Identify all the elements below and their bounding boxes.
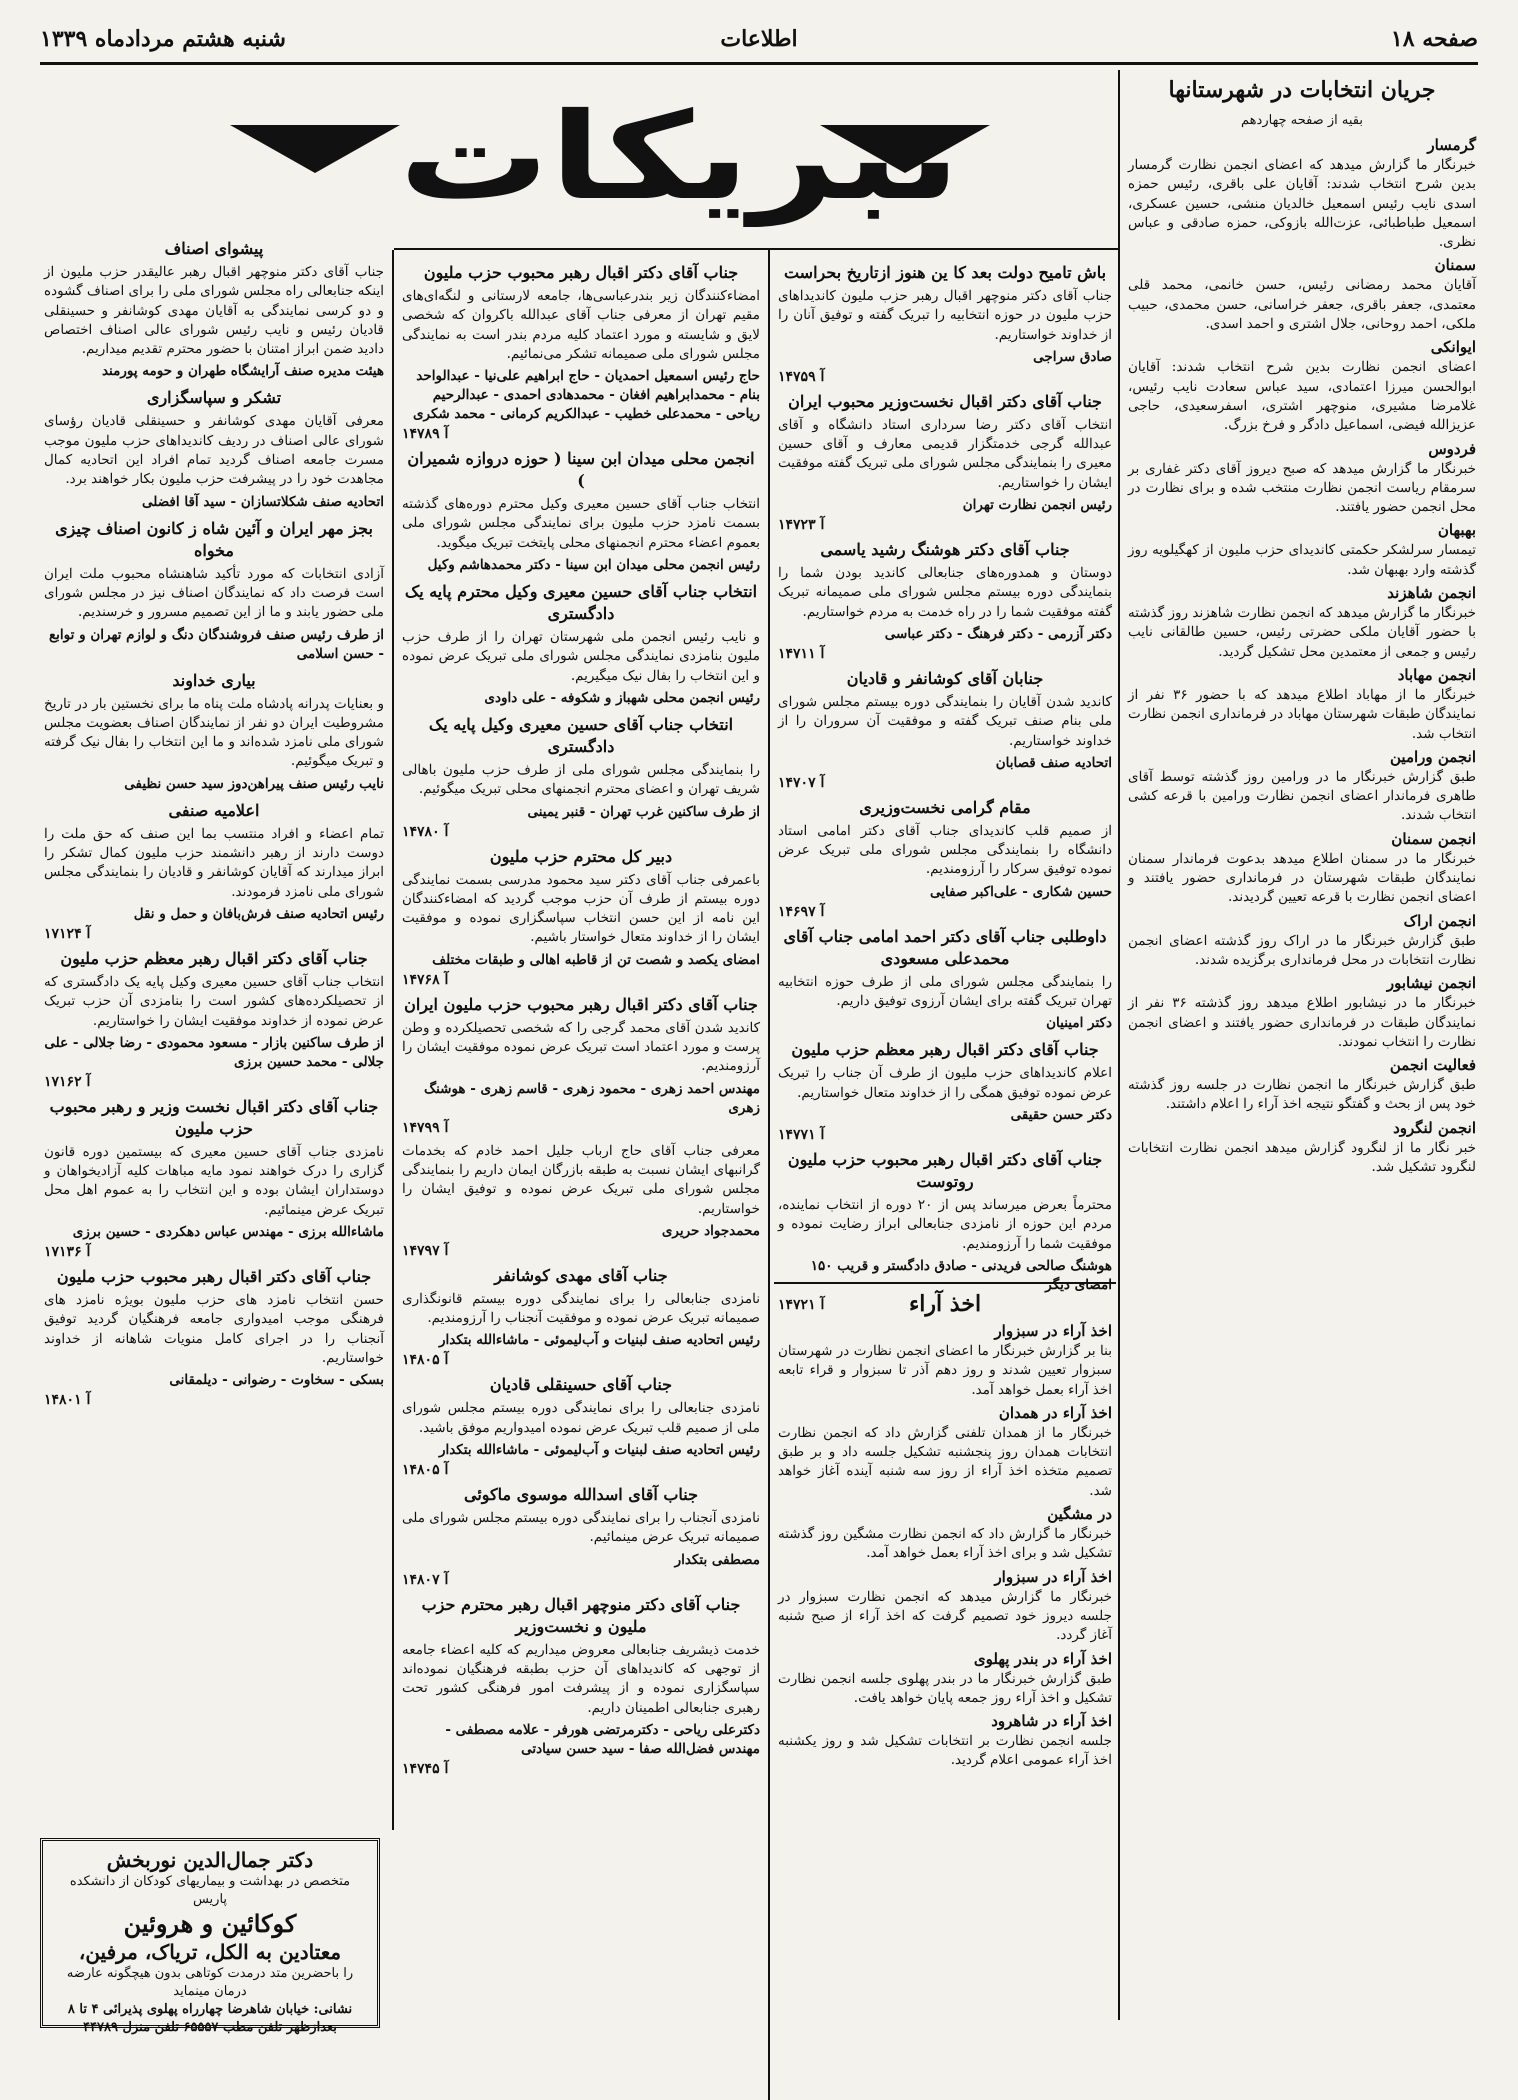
item-signature: رئیس انجمن نظارت تهران xyxy=(962,497,1112,514)
item-body: معرفی جناب آقای حاج ارباب جلیل احمد خادم که بخدمات گرانبهای ایشان نسبت به طبقه بازرگان ایمان داریم را بنمایندگی مجلس شورای ملی تبریک عرض نموده و توفیق ایشان را خواستاریم. xyxy=(402,1142,760,1217)
item-code: آ ۱۷۱۲۴ xyxy=(44,925,91,942)
congrats-column-3 xyxy=(398,256,764,2036)
item-heading: باش تامیح دولت بعد کا ین هنوز ازتاریخ بحراست xyxy=(783,263,1107,282)
item-code: آ ۱۴۷۲۳ xyxy=(778,517,825,534)
item-body: خبرنگار ما از همدان تلفنی گزارش داد که انجمن نظارت انتخابات همدان روز پنجشنبه تشکیل جلسه داد و بر طبق تصمیم متخذه اخذ آراء از روز سه شنبه آینده آغاز خواهد شد. xyxy=(778,1424,1112,1499)
congrats-notice xyxy=(44,800,384,942)
vote-section xyxy=(778,1404,1112,1501)
item-body: خبرنگار ما در نیشابور اطلاع میدهد روز گذشته ۳۶ نفر از نمایندگان طبقات در فرمانداری حضور یافتند و اعضای انجمن نظارت را انتخاب نمودند. xyxy=(1128,995,1476,1050)
item-heading: جناب آقای دکتر اقبال رهبر محبوب حزب ملیون xyxy=(423,263,739,282)
item-signature: رئیس اتحادیه صنف لبنیات و آب‌لیموئی - ماشاءالله بتکدار xyxy=(438,1442,760,1459)
item-heading: اخذ آراء در سبزوار xyxy=(994,1567,1112,1586)
ad-headline: کوکائین و هروئین xyxy=(123,1909,297,1938)
item-body: آقایان محمد رمضانی رئیس، حسن خانمی، محمد قلی معتمدی، جعفر باقری، جعفر خراسانی، حسن محمدی، حبیب ملکی، احمد روحانی، جلال اشتری و احمد اسدی. xyxy=(1128,277,1476,333)
item-body: جناب آقای دکتر منوچهر اقبال رهبر حزب ملیون کاندیداهای حزب ملیون در حوزه انتخابیه را تبریک گفته و توفیق آنان را از خداوند خواستاریم. xyxy=(778,288,1112,343)
news-section xyxy=(1128,256,1476,334)
news-section xyxy=(1128,521,1476,580)
item-body: خبرنگار ما گزارش داد که انجمن نظارت مشگین روز گذشته تشکیل شد و برای اخذ آراء بعمل خواهد آمد. xyxy=(778,1526,1112,1562)
item-signature: از طرف رئیس صنف فروشندگان دنگ و لوازم تهران و توابع - حسن اسلامی xyxy=(48,626,384,662)
item-body: طبق گزارش خبرنگار ما انجمن نظارت در جلسه روز گذشته خود پس از بحث و گفتگو نتیجه اخذ آراء را اعلام داشتند. xyxy=(1128,1077,1476,1113)
votes-box xyxy=(774,1282,1116,2042)
item-heading: انتخاب جناب آقای حسین معیری وکیل پایه یک دادگستری xyxy=(428,714,734,756)
item-heading: جناب آقای دکتر اقبال رهبر محبوب حزب ملیون روتوست xyxy=(787,1149,1103,1191)
item-body: طبق گزارش خبرنگار ما در اراک روز گذشته اعضای انجمن نظارت انتخابات در محل فرمانداری برگزیده شدند. xyxy=(1128,932,1476,968)
item-body: بنا بر گزارش خبرنگار ما اعضای انجمن نظارت در شهرستان سبزوار تعیین شدند و روز دهم آذر تا سبزوار و قراء تابعه اخذ آراء بعمل خواهد آمد. xyxy=(778,1343,1112,1398)
vote-section xyxy=(778,1712,1112,1771)
congrats-notice xyxy=(778,668,1112,791)
item-code: آ ۱۴۷۰۷ xyxy=(778,774,825,791)
column-rule xyxy=(392,250,394,1830)
item-heading: جناب آقای دکتر اقبال نخست وزیر و رهبر محبوب حزب ملیون xyxy=(49,1096,379,1138)
item-signature: از طرف ساکنین غرب تهران - قنبر یمینی xyxy=(527,803,760,820)
item-heading: فعالیت انجمن xyxy=(1389,1056,1476,1075)
item-code: آ ۱۴۷۱۱ xyxy=(778,645,825,662)
item-signature: دکترعلی ریاحی - دکترمرتضی هورفر - علامه مصطفی - مهندس فضل‌الله صفا - سید حسن سیادتی xyxy=(445,1721,760,1757)
congrats-notice xyxy=(44,518,384,664)
item-signature: نایب رئیس صنف پیراهن‌دوز سید حسن نظیفی xyxy=(124,775,384,792)
item-code: آ ۱۴۶۹۷ xyxy=(778,903,825,920)
item-heading: سمنان xyxy=(1434,256,1476,275)
item-code: آ ۱۴۷۷۱ xyxy=(778,1126,825,1143)
news-section xyxy=(1128,440,1476,518)
congrats-notice xyxy=(778,797,1112,920)
item-code: آ ۱۴۸۰۵ xyxy=(402,1462,449,1479)
item-code: آ ۱۴۷۸۹ xyxy=(402,426,449,443)
item-body: اعلام کاندیداهای حزب ملیون از طرف آن جناب را تبریک عرض نموده توفیق همگی را از خداوند متعال خواستاریم. xyxy=(778,1065,1112,1101)
congrats-notice xyxy=(402,714,760,840)
item-body: امضاء‌کنندگان زیر بندرعباسی‌ها، جامعه لارستانی و لنگه‌ای‌های مقیم تهران از معرفی جناب آقای عبدالله باکروان که شخصی لایق و شایسته و مورد اعتماد کلیه مردم بندر است به نمایندگی مجلس شورای ملی صمیمانه تشکر می‌نمائیم. xyxy=(402,288,760,362)
item-heading: اعلامیه صنفی xyxy=(168,800,260,820)
item-body: انتخاب جناب آقای حسین معیری وکیل پایه یک دادگستری که از تحصیلکرده‌های کشور است را بنامزدی آن حزب تبریک عرض نموده از خداوند موفقیت ایشان را خواستاریم. xyxy=(44,973,384,1029)
item-body: تیمسار سرلشکر حکمتی کاندیدای حزب ملیون از کهگیلویه روز گذشته وارد بهبهان شد. xyxy=(1128,542,1476,578)
item-signature: اتحادیه صنف شکلاتسازان - سید آقا افضلی xyxy=(142,493,384,510)
item-body: طبق گزارش خبرنگار ما در ورامین روز گذشته توسط آقای طاهری فرماندار اعضای انجمن نظارت ورامین با قرعه کشی انتخاب شدند. xyxy=(1128,768,1476,824)
item-heading: جناب آقای دکتر اقبال رهبر محبوب حزب ملیون ایران xyxy=(404,994,758,1014)
item-body: خبرنگار ما گزارش میدهد که اعضای انجمن نظارت گرمسار بدین شرح انتخاب شدند: آقایان علی باقری، رئیس حمزه اسدی نایب رئیس اسمعیل خالدیان منشی، حسین عسکری، اسمعیل طباطبائی، عزت‌الله بازوکی، حمزه صادقی و عباس نظری. xyxy=(1128,157,1476,251)
ad-line: را باحضرین متد درمدت کوتاهی بدون هیچگونه عارضه درمان مینماید xyxy=(66,1966,354,1999)
item-heading: بهبهان xyxy=(1437,521,1476,540)
vote-section xyxy=(778,1568,1112,1646)
item-code: آ ۱۴۷۸۰ xyxy=(402,823,449,840)
item-body: را بنمایندگی مجلس شورای ملی از طرف حوزه انتخابیه تهران تبریک گفته برای ایشان آرزوی توفیق داریم. xyxy=(778,973,1112,1010)
item-heading: انجمن سمنان xyxy=(1391,829,1476,848)
item-signature: بسکی - سخاوت - رضوانی - دیلمقانی xyxy=(169,1372,384,1389)
item-body: طبق گزارش خبرنگار ما در بندر پهلوی جلسه انجمن نظارت تشکیل و اخذ آراء روز جمعه پایان خواهد یافت. xyxy=(778,1670,1112,1706)
item-heading: جناب آقای دکتر هوشنگ رشید یاسمی xyxy=(820,540,1070,560)
item-signature: دکتر امینیان xyxy=(1046,1015,1112,1032)
item-body: دوستان و همدوره‌های جنابعالی کاندید بودن شما را بنمایندگی دوره بیستم مجلس شورای ملی صمیمانه تبریک گفته موفقیت شما را در راه خدمت به مردم خواستاریم. xyxy=(778,565,1112,620)
congrats-notice xyxy=(778,391,1112,533)
item-heading: انجمن مهاباد xyxy=(1397,665,1476,684)
item-heading: بجز مهر ایران و آئین شاه ز کانون اصناف چیزی مخواه xyxy=(55,518,373,560)
item-heading: جنابان آقای کوشانفر و قادیان xyxy=(846,668,1044,688)
congrats-column-4 xyxy=(40,232,388,1828)
congrats-notice xyxy=(402,994,760,1136)
item-heading: بیاری خداوند xyxy=(172,670,256,690)
masthead-rule xyxy=(394,248,1118,250)
item-code: آ ۱۴۸۰۷ xyxy=(402,1571,449,1588)
news-section xyxy=(1128,748,1476,826)
item-heading: انجمن ورامین xyxy=(1390,747,1476,766)
item-signature: حاج رئیس اسمعیل احمدیان - حاج ابراهیم علی‌نیا - عبدالواحد بنام - محمدابراهیم افغان - محمدهادی احمدی - عبدالرحیم ریاحی - محمدعلی خطیب - عبدالکریم کرمانی - محمد شکری xyxy=(412,368,760,423)
item-signature: هوشنگ صالحی فریدنی - صادق دادگستر و قریب ۱۵۰ امضای دیگر xyxy=(810,1257,1112,1293)
item-code: آ ۱۷۱۶۲ xyxy=(44,1073,91,1090)
page-header xyxy=(40,18,1478,65)
article-title: جریان انتخابات در شهرستانها xyxy=(1168,77,1436,103)
item-heading: جناب آقای دکتر اقبال رهبر معظم حزب ملیون xyxy=(60,948,368,968)
item-heading: مقام گرامی نخست‌وزیری xyxy=(859,797,1031,817)
item-signature: رئیس اتحادیه صنف لبنیات و آب‌لیموئی - ماشاءالله بتکدار xyxy=(438,1332,760,1349)
item-heading: جناب آقای دکتر منوچهر اقبال رهبر محترم حزب ملیون و نخست‌وزیر xyxy=(421,1594,741,1636)
item-code: آ ۱۴۷۹۷ xyxy=(402,1242,449,1259)
item-heading: انتخاب جناب آقای حسین معیری وکیل محترم پایه یک دادگستری xyxy=(404,582,758,624)
item-signature: رئیس اتحادیه صنف فرش‌بافان و حمل و نقل xyxy=(133,905,384,922)
masthead-title: تبریکات xyxy=(399,88,961,227)
vote-section xyxy=(778,1650,1112,1709)
item-body: خبر نگار ما از لنگرود گزارش میدهد انجمن نظارت انتخابات لنگرود تشکیل شد. xyxy=(1128,1139,1476,1175)
item-heading: جناب آقای دکتر اقبال رهبر محبوب حزب ملیون xyxy=(56,1267,372,1287)
item-code: آ ۱۴۷۴۵ xyxy=(402,1760,449,1777)
vote-section xyxy=(778,1505,1112,1564)
ad-doctor-name: دکتر جمال‌الدین نوربخش xyxy=(106,1848,314,1872)
item-body: حسن انتخاب نامزد های حزب ملیون بویژه نامزد های فرهنگی موجب امیدواری جامعه فرهنگیان گردید توفیق آنجناب را در اجرای کامل منویات شاهانه از خداوند خواستاریم. xyxy=(44,1292,384,1366)
item-heading: اخذ آراء در سبزوار xyxy=(994,1322,1112,1340)
congrats-notice xyxy=(402,262,760,442)
publication-name: اطلاعات xyxy=(720,26,798,52)
column-rule xyxy=(768,250,770,2100)
ad-specialty: متخصص در بهداشت و بیماریهای کودکان از دانشکده پاریس xyxy=(69,1874,351,1907)
item-signature: صادق سراجی xyxy=(1033,348,1112,365)
item-body: جلسه انجمن نظارت بر انتخابات تشکیل شد و روز یکشنبه اخذ آراء عمومی اعلام گردید. xyxy=(778,1733,1112,1769)
congrats-notice xyxy=(402,846,760,988)
vote-section xyxy=(778,1322,1112,1400)
masthead xyxy=(400,78,960,238)
item-signature: حسین شکاری - علی‌اکبر صفایی xyxy=(930,883,1112,900)
item-body: خبرنگار ما گزارش میدهد که انجمن نظارت سبزوار در جلسه دیروز خود تصمیم گرفت که اخذ آراء از صبح شنبه آغاز گردد. xyxy=(778,1588,1112,1644)
item-body: و نایب رئیس انجمن ملی شهرستان تهران را از طرف حزب ملیون بنامزدی نمایندگی مجلس شورای ملی تبریک عرض نموده و این انتخاب را بفال نیک میگیریم. xyxy=(402,629,760,684)
item-body: را بنمایندگی مجلس شورای ملی از طرف حزب ملیون باهالی شریف تهران و اعضای محترم انجمنهای محلی تبریک میگوئیم. xyxy=(402,761,760,798)
item-body: انتخاب آقای دکتر رضا سرداری استاد دانشگاه و آقای عبدالله گرجی خدمتگزار قدیمی معارف و آقای حسین معیری را بنمایندگی مجلس شورای ملی تبریک گفته موفقیت ایشان را خواستاریم. xyxy=(778,416,1112,491)
congrats-notice xyxy=(44,1266,384,1408)
item-code: آ ۱۷۱۳۶ xyxy=(44,1244,91,1261)
item-body: جناب آقای دکتر منوچهر اقبال رهبر عالیقدر حزب ملیون از اینکه جنابعالی راه مجلس شورای ملی را برای اصناف گشوده و دو کرسی نمایندگی به آقایان مهدی کوشانفر و حسینقلی قادیان رئیس و نایب رئیس شورای عالی اصناف اختصاص دادید ضمن ابراز امتنان با حضور محترم تقدیم میداریم. xyxy=(44,264,384,358)
item-heading: دبیر کل محترم حزب ملیون xyxy=(489,846,673,866)
decorative-triangle-left xyxy=(230,125,400,173)
congrats-notice xyxy=(778,262,1112,385)
item-heading: اخذ آراء در شاهرود xyxy=(991,1712,1112,1731)
congrats-notice xyxy=(402,1265,760,1369)
column-rule xyxy=(1118,70,1120,2020)
item-signature: امضای یکصد و شصت تن از قاطبه اهالی و طبقات مختلف xyxy=(432,951,760,968)
item-body: خبرنگار ما گزارش میدهد که انجمن نظارت شاهزند روز گذشته با حضور آقایان ملکی حضرتی رئیس، حسین طالقانی نایب رئیس و جمعی از معتمدین محل تشکیل گردید. xyxy=(1128,605,1476,660)
item-heading: داوطلبی جناب آقای دکتر احمد امامی جناب آقای محمدعلی مسعودی xyxy=(783,926,1107,968)
item-code: آ ۱۴۷۲۱ xyxy=(778,1296,825,1313)
congrats-notice xyxy=(778,1039,1112,1143)
issue-date: شنبه هشتم مردادماه ۱۳۳۹ xyxy=(40,26,286,52)
item-body: خبرنگار ما در سمنان اطلاع میدهد بدعوت فرماندار سمنان نمایندگان طبقات شهرستان در فرمانداری حضور یافتند و اعضای انجمن نظارت با قرعه تعیین گردیدند. xyxy=(1128,850,1476,906)
item-signature: هیئت مدیره صنف آرایشگاه طهران و حومه پورمند xyxy=(101,363,384,380)
item-body: انتخاب جناب آقای حسین معیری وکیل محترم دوره‌های گذشته بسمت نامزد حزب ملیون برای نمایندگی مجلس شورای ملی بعموم اعضاء محترم انجمنهای محلی پایتخت تبریک میگوید. xyxy=(402,496,760,551)
item-heading: جناب آقای اسدالله موسوی ماکوئی xyxy=(463,1485,699,1505)
item-body: معرفی آقایان مهدی کوشانفر و حسینقلی قادیان رؤسای شورای عالی اصناف در ردیف کاندیداهای حزب ملیون موجب مسرت جامعه اصناف گردید تمام افراد این اتحادیه کمال مجاهدت خود را در پیشرفت حزب ملیون بکار خواهند برد. xyxy=(44,413,384,488)
item-code: آ ۱۴۷۶۸ xyxy=(402,971,449,988)
item-signature: رئیس انجمن محلی میدان ابن سینا - دکتر محمدهاشم وکیل xyxy=(427,557,760,574)
item-heading: پیشوای اصناف xyxy=(164,239,264,258)
congrats-notice xyxy=(402,1142,760,1259)
doctor-advertisement xyxy=(40,1838,380,2035)
item-code: آ ۱۴۷۵۹ xyxy=(778,368,825,385)
news-section xyxy=(1128,584,1476,662)
item-body: نامزدی جنابعالی را برای نمایندگی دوره بیستم مجلس شورای ملی از صمیم قلب تبریک عرض نموده امیدواریم موفق باشید. xyxy=(402,1400,760,1436)
ad-address: نشانی: خیابان شاهرضا چهارراه پهلوی پذیرائی ۴ تا ۸ بعدازظهر تلفن مطب ۶۵۵۵۷ تلفن منزل ۴۴۷۸۹ xyxy=(67,2002,353,2035)
item-heading: در مشگین xyxy=(1047,1505,1112,1524)
item-signature: رئیس انجمن محلی شهباز و شکوفه - علی داودی xyxy=(484,689,760,706)
news-section xyxy=(1128,974,1476,1052)
item-heading: جناب آقای دکتر اقبال رهبر معظم حزب ملیون xyxy=(791,1040,1099,1060)
news-section xyxy=(1128,136,1476,252)
item-body: نامزدی آنجناب را برای نمایندگی دوره بیستم مجلس شورای ملی صمیمانه تبریک عرض مینمائیم. xyxy=(402,1510,760,1546)
item-signature: مهندس احمد زهری - محمود زهری - قاسم زهری - هوشنگ زهری xyxy=(423,1080,760,1116)
item-body: خبرنگار ما گزارش میدهد که صبح دیروز آقای دکتر غفاری بر سرمقام ریاست انجمن نظارت منتخب شده و برای نظارت در محل انجمن حضور یافتند. xyxy=(1128,460,1476,516)
item-heading: جناب آقای مهدی کوشانفر xyxy=(494,1265,668,1285)
item-heading: انجمن نیشابور xyxy=(1386,974,1476,993)
item-heading: ایوانکی xyxy=(1430,338,1476,357)
page-number: صفحه ۱۸ xyxy=(1390,26,1478,52)
item-heading: جناب آقای دکتر اقبال نخست‌وزیر محبوب ایران xyxy=(788,391,1102,411)
item-heading: اخذ آراء در همدان xyxy=(998,1403,1112,1422)
item-body: نامزدی جنابعالی را برای نمایندگی دوره بیستم قانونگذاری صمیمانه تبریک عرض نموده و موفقیت آنجناب را آرزومندیم. xyxy=(402,1290,760,1327)
votes-title: اخذ آراء xyxy=(908,1291,982,1317)
item-heading: انجمن شاهزند xyxy=(1387,584,1476,603)
congrats-notice xyxy=(402,448,760,575)
item-body: محترماً بعرض میرساند پس از ۲۰ دوره از انتخاب نماینده، مردم این حوزه از نامزدی جنابعالی ابراز رضایت نموده و موفقیت شما را آرزومندیم. xyxy=(778,1196,1112,1252)
item-body: کاندید شدن آقای محمد گرجی را که شخصی تحصیلکرده و وطن پرست و مورد اعتماد است تبریک عرض نموده موفقیت ایشان را آرزومندیم. xyxy=(402,1019,760,1075)
item-signature: دکتر آزرمی - دکتر فرهنگ - دکتر عباسی xyxy=(884,625,1112,642)
item-heading: انجمن اراک xyxy=(1403,911,1476,930)
congrats-notice xyxy=(402,1374,760,1478)
congrats-notice xyxy=(44,387,384,511)
item-body: و بعنایات پدرانه پادشاه ملت پناه ما برای نخستین بار در تاریخ مشروطیت ایران دو نفر از نمایندگان اصناف بعضویت مجلس شورای ملی نامزد شده‌اند و ما این انتخاب را بفال نیک گرفته و تبریک میگوئیم. xyxy=(44,695,384,770)
item-signature: دکتر حسن حقیقی xyxy=(1010,1106,1112,1123)
news-section xyxy=(1128,830,1476,908)
item-code: آ ۱۴۸۰۱ xyxy=(44,1392,91,1409)
item-heading: اخذ آراء در بندر پهلوی xyxy=(973,1649,1112,1668)
item-heading: فردوس xyxy=(1428,439,1476,458)
congrats-notice xyxy=(778,539,1112,662)
congrats-notice xyxy=(44,238,384,381)
item-body: از صمیم قلب کاندیدای جناب آقای دکتر امامی استاد دانشگاه را بنمایندگی مجلس شورای ملی تبریک عرض نموده توفیق سرکار را آرزومندیم. xyxy=(778,822,1112,878)
congrats-notice xyxy=(402,1594,760,1777)
item-heading: جناب آقای حسینقلی قادیان xyxy=(489,1375,673,1395)
congrats-notice xyxy=(778,926,1112,1034)
item-signature: اتحادیه صنف قصابان xyxy=(995,754,1112,771)
item-signature: محمدجواد حریری xyxy=(661,1222,760,1239)
news-section xyxy=(1128,666,1476,744)
item-body: خدمت ذیشریف جنابعالی معروض میداریم که کلیه اعضاء جامعه از توجهی که کاندیداهای آن حزب بطبقه فرهنگیان نموده‌اند سپاسگزاری نموده و از پیشرفت امور فرهنگی کشور تحت رهبری جنابعالی اطمینان داریم. xyxy=(402,1641,760,1716)
ad-subhead: معتادین به الکل، تریاک، مرفین، xyxy=(78,1940,342,1964)
item-body: کاندید شدن آقایان را بنمایندگی دوره بیستم مجلس شورای ملی بنام صنف تبریک گفته و موفقیت آن سروران را از خداوند خواستاریم. xyxy=(778,693,1112,749)
news-section xyxy=(1128,912,1476,971)
article-subtitle: بقیه از صفحه چهاردهم xyxy=(1241,113,1363,128)
item-signature: مصطفی بتکدار xyxy=(674,1551,760,1568)
item-body: آزادی انتخابات که مورد تأکید شاهنشاه محبوب ملت ایران است فرصت داد که نمایندگان اصناف نیز در مجلس شورای ملی حضور یابند و ما از این تصمیم مسرور و خرسندیم. xyxy=(44,565,384,621)
news-section xyxy=(1128,1119,1476,1178)
congrats-notice xyxy=(44,1096,384,1260)
elections-column xyxy=(1124,70,1480,2030)
item-heading: گرمسار xyxy=(1427,136,1476,154)
item-code: آ ۱۴۷۹۹ xyxy=(402,1119,449,1136)
item-signature: ماشاءالله برزی - مهندس عباس دهکردی - حسین برزی xyxy=(72,1224,384,1241)
item-body: تمام اعضاء و افراد منتسب بما این صنف که حق ملت را دوست دارند از رهبر دانشمند حزب ملیون کمال تشکر را ابراز میدارند که آقایان کوشانفر و قادیان را بنمایندگی مجلس شورای ملی نامزد فرمودند. xyxy=(44,825,384,900)
news-section xyxy=(1128,1056,1476,1115)
congrats-notice xyxy=(402,581,760,708)
item-code: آ ۱۴۸۰۵ xyxy=(402,1352,449,1369)
item-body: خبرنگار ما از مهاباد اطلاع میدهد که با حضور ۳۶ نفر از نمایندگان طبقات شهرستان مهاباد در فرمانداری انجمن نظارت انتخاب شد. xyxy=(1128,686,1477,742)
item-signature: از طرف ساکنین بازار - مسعود محمودی - رضا جلالی - علی جلالی - محمد حسین برزی xyxy=(44,1034,384,1070)
item-body: اعضای انجمن نظارت بدین شرح انتخاب شدند: آقایان ابوالحسن میرزا اعتمادی، سید عباس سعادت نایب رئیس، غلامرضا مشیری، منوچهر اشتری، اسفرسعیدی، حاجی عزیزالله فیضی، اسماعیل دادگر و فرخ بزرگ. xyxy=(1128,359,1476,434)
news-section xyxy=(1128,338,1476,435)
item-heading: انجمن محلی میدان ابن سینا ( حوزه دروازه شمیران ) xyxy=(407,449,755,491)
item-heading: انجمن لنگرود xyxy=(1393,1118,1476,1137)
congrats-notice xyxy=(44,948,384,1090)
congrats-notice xyxy=(44,670,384,794)
item-body: نامزدی جناب آقای حسین معیری که بیستمین دوره قانون گزاری را درک خواهند نمود مایه مباهات کلیه آزادیخواهان و دوستداران ایشان بوده و این انتخاب را به عموم اهل محل تبریک عرض مینمائیم. xyxy=(44,1143,384,1218)
item-heading: تشکر و سپاسگزاری xyxy=(146,388,282,408)
congrats-notice xyxy=(402,1484,760,1588)
item-body: باعمرفی جناب آقای دکتر سید محمود مدرسی بسمت نمایندگی دوره بیستم از طرف آن حزب موجب گردید که امضاءکنندگان این نامه از این حسن انتخاب سپاسگزاری نموده و موفقیت ایشان را از خداوند متعال خواستار باشیم. xyxy=(402,871,760,946)
